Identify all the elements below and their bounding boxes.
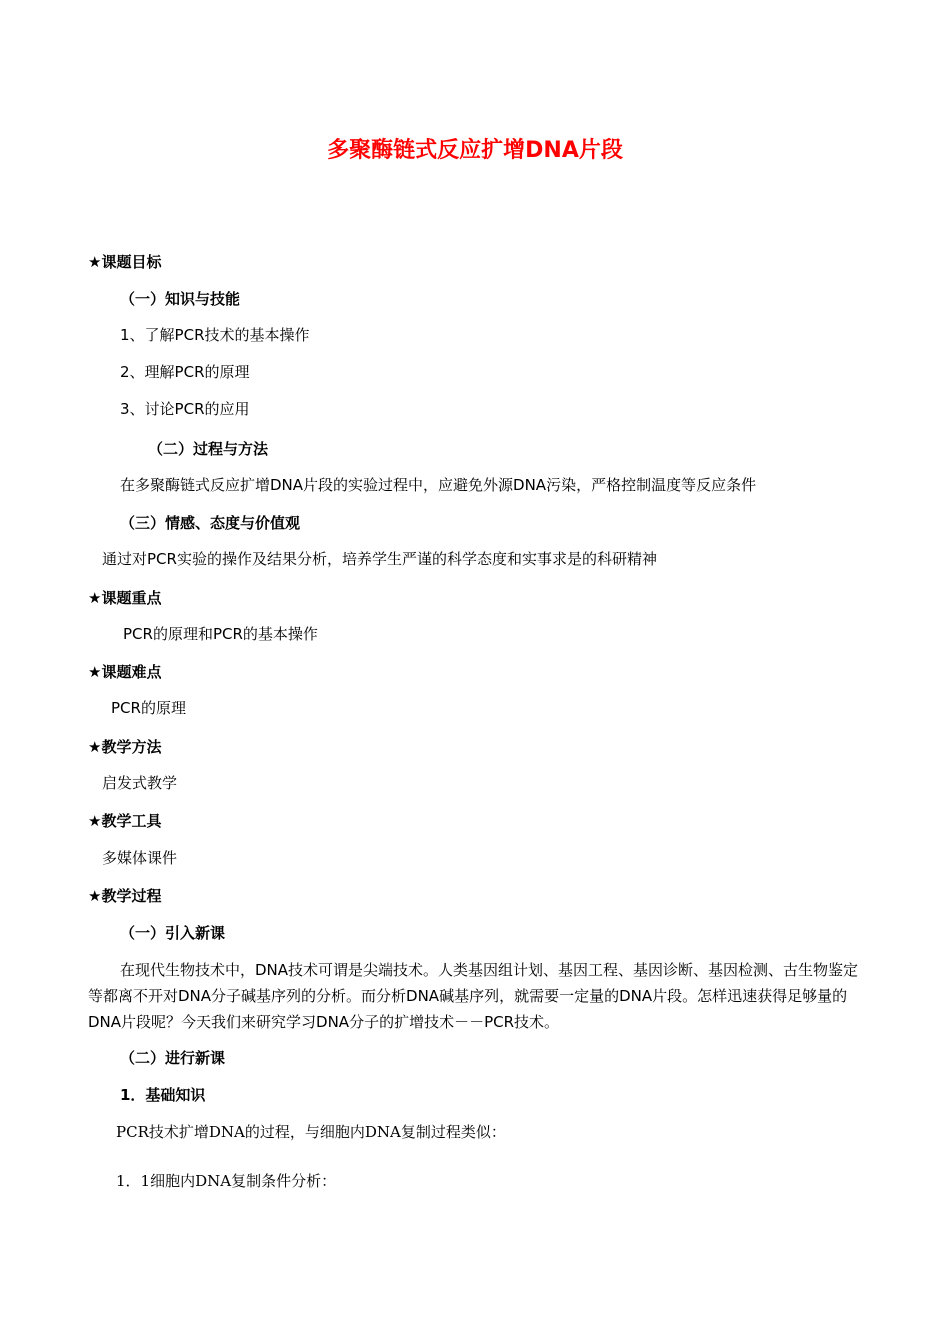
knowledge-item: 1、了解PCR技术的基本操作 bbox=[120, 326, 310, 344]
tools-heading: ★教学工具 bbox=[88, 812, 162, 830]
knowledge-item: 2、理解PCR的原理 bbox=[120, 363, 250, 381]
attitude-text: 通过对PCR实验的操作及结果分析，培养学生严谨的科学态度和实事求是的科研精神 bbox=[102, 550, 657, 568]
analysis-text: 1．1细胞内DNA复制条件分析： bbox=[116, 1172, 337, 1190]
basics-heading: 1．基础知识 bbox=[120, 1086, 206, 1104]
key-points-text: PCR的原理和PCR的基本操作 bbox=[123, 625, 318, 643]
method-text: 启发式教学 bbox=[102, 774, 178, 792]
intro-text: 在现代生物技术中，DNA技术可谓是尖端技术。人类基因组计划、基因工程、基因诊断、基因检测、古生物鉴定等都离不开对DNA分子碱基序列的分析。而分析DNA碱基序列，就需要一定量的DNA片段。怎样迅速获得足够量的DNA片段呢？今天我们来研究学习DNA分子的扩增技术－－PCR技术。 bbox=[88, 961, 859, 1031]
process-text: 在多聚酶链式反应扩增DNA片段的实验过程中，应避免外源DNA污染，严格控制温度等反应条件 bbox=[120, 476, 757, 494]
attitude-heading: （三）情感、态度与价值观 bbox=[120, 514, 301, 532]
objectives-heading: ★课题目标 bbox=[88, 253, 162, 271]
difficulty-heading: ★课题难点 bbox=[88, 663, 162, 681]
new-lesson-heading: （二）进行新课 bbox=[120, 1049, 226, 1067]
basics-text: PCR技术扩增DNA的过程，与细胞内DNA复制过程类似： bbox=[116, 1123, 506, 1141]
key-points-heading: ★课题重点 bbox=[88, 589, 162, 607]
knowledge-item: 3、讨论PCR的应用 bbox=[120, 400, 250, 418]
method-heading: ★教学方法 bbox=[88, 738, 162, 756]
document-title: 多聚酶链式反应扩增DNA片段 bbox=[327, 138, 623, 163]
difficulty-text: PCR的原理 bbox=[111, 699, 186, 717]
knowledge-heading: （一）知识与技能 bbox=[120, 290, 241, 308]
intro-heading: （一）引入新课 bbox=[120, 924, 226, 942]
process-heading: （二）过程与方法 bbox=[148, 440, 269, 458]
procedure-heading: ★教学过程 bbox=[88, 887, 162, 905]
tools-text: 多媒体课件 bbox=[102, 849, 178, 867]
